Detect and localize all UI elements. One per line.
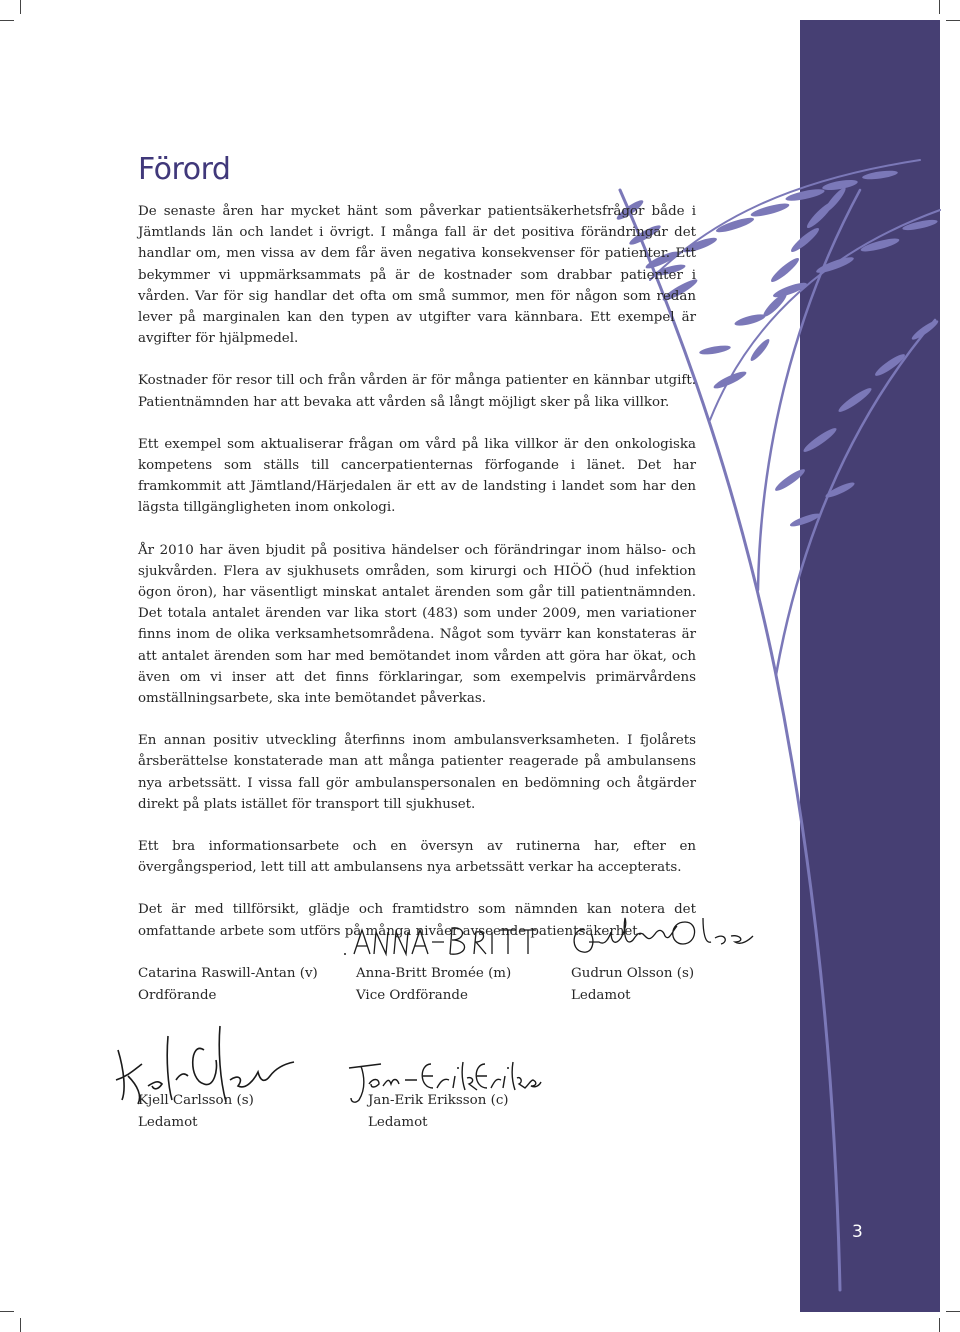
signatory-name: Catarina Raswill-Antan (v) — [138, 966, 318, 981]
crop-mark-bottom-right — [939, 1318, 940, 1332]
signatory-role: Ledamot — [138, 1115, 198, 1130]
paragraph: År 2010 har även bjudit på positiva händelser och förändringar inom hälso- och sjukvården. Flera av sjukhusets områden, som kirurgi och HIÖÖ (hud infektion ögon öron), har väsentligt minskat antalet ärenden som går till patientnämnden. Det totala antalet ärenden var lika stort (483) som under 2009, men variationer finns inom de olika verksamhetsområdena. Något som tyvärr kan konstateras är att antalet ärenden som har med bemötandet inom vården att göra har ökat, och även om vi inser att det finns förklaringar, som exempelvis primärvårdens omställningsarbete, ska inte bemötandet påverkas. — [138, 542, 696, 707]
crop-mark-top-left — [20, 0, 21, 14]
signatory-gudrun-olsson — [571, 963, 694, 1007]
signature-gudrun-olsson — [565, 912, 755, 964]
signatory-name: Jan-Erik Eriksson (c) — [368, 1093, 509, 1108]
paragraph: Ett bra informationsarbete och en översyn av rutinerna har, efter en övergångsperiod, lett till att ambulansens nya arbetssätt verkar ha accepterats. — [138, 839, 696, 876]
crop-mark-top-right — [939, 0, 940, 14]
paragraph: Kostnader för resor till och från vården är för många patienter en kännbar utgift. Patientnämnden har att bevaka att vården så långt möjligt sker på lika villkor. — [138, 373, 696, 410]
crop-mark-top-left — [0, 20, 14, 21]
signatory-role: Vice Ordförande — [356, 988, 468, 1003]
signatory-role: Ledamot — [571, 988, 631, 1003]
signatory-name: Gudrun Olsson (s) — [571, 966, 695, 981]
paragraph: Det är med tillförsikt, glädje och framtidstro som nämnden kan notera det omfattande arbete som utförs på många nivåer avseende patientsäkerhet. — [138, 902, 696, 939]
signatory-anna-britt-bromee — [356, 963, 511, 1007]
signatory-role: Ledamot — [368, 1115, 428, 1130]
page-title: Förord — [138, 152, 231, 187]
paragraph: De senaste åren har mycket hänt som påverkar patientsäkerhetsfrågor både i Jämtlands län och landet i övrigt. I många fall är det positiva förändringar det handlar om, men vissa av dem får även negativa konsekvenser för patienter. Ett bekymmer vi uppmärksammats på är de kostnader som drabbar patienter i vården. Var för sig handlar det ofta om små summor, men för någon som redan lever på marginalen kan den typen av utgifter vara kännbara. Ett exempel är avgifter för hjälpmedel. — [138, 204, 696, 347]
crop-mark-bottom-left — [20, 1318, 21, 1332]
crop-mark-bottom-left — [0, 1311, 14, 1312]
paragraph: Ett exempel som aktualiserar frågan om vård på lika villkor är den onkologiska kompetens som ställs till cancerpatienternas förfogande i länet. Det har framkommit att Jämtland/Härjedalen är ett av de landsting i landet som har den lägsta tillgängligheten inom onkologi. — [138, 436, 696, 516]
body-text — [138, 201, 696, 963]
signatory-role: Ordförande — [138, 988, 217, 1003]
signatory-name: Anna-Britt Bromée (m) — [356, 966, 512, 981]
signatory-catarina-raswill-antan — [138, 963, 318, 1007]
paragraph: En annan positiv utveckling återfinns inom ambulansverksamheten. I fjolårets årsberättelse konstaterade man att många patienter reagerade på ambulansens nya arbetssätt. I vissa fall gör ambulanspersonalen en bedömning och åtgärder direkt på plats istället för transport till sjukhuset. — [138, 733, 696, 812]
signatory-kjell-carlsson — [138, 1090, 254, 1134]
signatory-jan-erik-eriksson — [368, 1090, 509, 1134]
signatory-name: Kjell Carlsson (s) — [138, 1093, 254, 1108]
page-number: 3 — [852, 1222, 863, 1242]
signature-anna-britt-bromee — [340, 920, 560, 964]
